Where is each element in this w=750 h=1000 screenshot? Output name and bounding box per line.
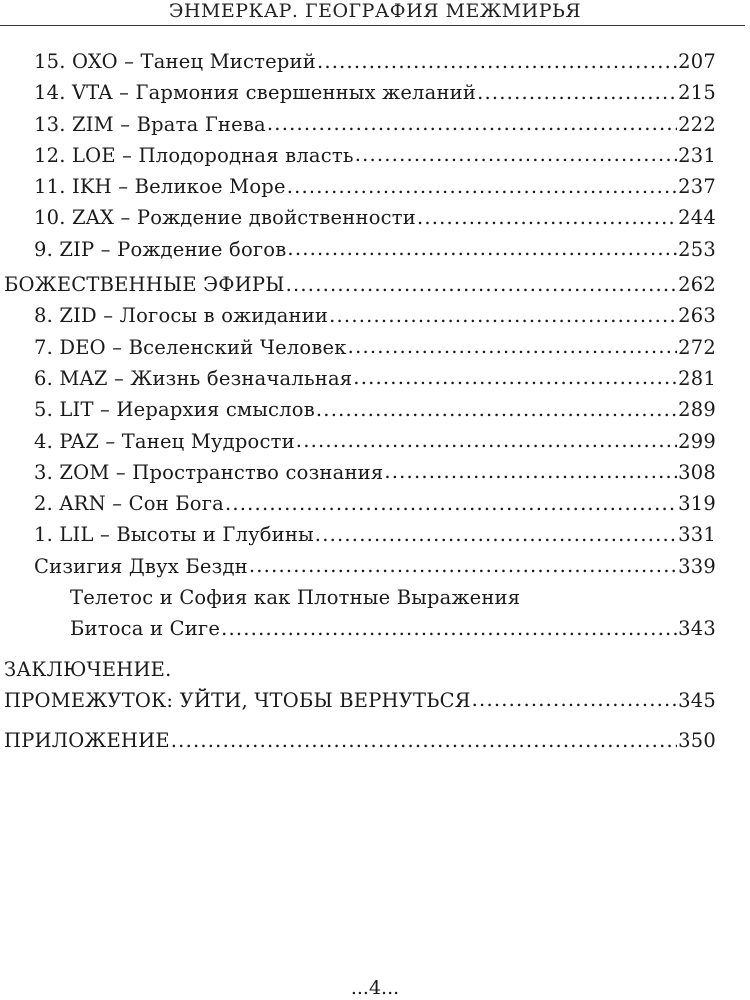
page-number: ...4... [350, 977, 400, 999]
dot-leader [317, 46, 677, 77]
toc-section-title: ПРИЛОЖЕНИЕ [4, 729, 170, 753]
toc-entry-title: 9. ZIP – Рождение богов [34, 237, 287, 261]
toc-entry[interactable] [0, 234, 716, 265]
dot-leader [348, 331, 678, 362]
toc-entry-page: 339 [678, 554, 716, 578]
toc-entry-title: 6. MAZ – Жизнь безначальная [34, 366, 353, 390]
dot-leader [316, 394, 677, 425]
toc-entry[interactable] [0, 109, 716, 140]
toc-entry-page: 231 [678, 143, 716, 167]
toc-entry-page: 289 [678, 398, 716, 422]
dot-leader [296, 425, 677, 456]
toc-entry[interactable] [0, 394, 716, 425]
dot-leader [417, 202, 677, 233]
dot-leader [249, 550, 677, 581]
toc-section-conclusion[interactable] [0, 654, 716, 717]
toc-entry[interactable] [0, 519, 716, 550]
toc-entry-teletos[interactable] [0, 582, 716, 645]
toc-entry-page: 253 [678, 237, 716, 261]
toc-entry[interactable] [0, 140, 716, 171]
dot-leader [384, 456, 677, 487]
dot-leader [287, 233, 677, 264]
toc-section-page: 345 [678, 688, 716, 712]
toc-entry-title: 11. IKH – Великое Море [34, 175, 286, 199]
toc-entry-page: 319 [678, 492, 716, 516]
toc-section-appendix[interactable] [0, 725, 716, 756]
toc-entry[interactable] [0, 488, 716, 519]
toc-entry-page: 299 [678, 429, 716, 453]
running-head: ЭНМЕРКАР. ГЕОГРАФИЯ МЕЖМИРЬЯ [168, 0, 582, 22]
toc-entry[interactable] [0, 363, 716, 394]
toc-entry-title: 4. PAZ – Танец Мудрости [34, 429, 295, 453]
toc-entry-page: 263 [678, 304, 716, 328]
toc-entry[interactable] [0, 457, 716, 488]
dot-leader [225, 488, 677, 519]
toc-entry-page: 343 [678, 617, 716, 641]
toc-entry[interactable] [0, 300, 716, 331]
toc-entry-title: 10. ZAX – Рождение двойственности [34, 206, 416, 230]
toc-entry[interactable] [0, 332, 716, 363]
dot-leader [472, 684, 678, 715]
toc-section-page: 262 [678, 273, 716, 297]
dot-leader [287, 171, 677, 202]
toc-section-divine-ethers[interactable] [0, 269, 716, 300]
toc-entry-title: 2. ARN – Сон Бога [34, 492, 224, 516]
toc-entry-title-line1: Телетос и София как Плотные Выражения [70, 586, 521, 610]
table-of-contents [0, 46, 716, 757]
dot-leader [353, 362, 677, 393]
toc-entry[interactable] [0, 171, 716, 202]
toc-entry-title: 8. ZID – Логосы в ожидании [34, 304, 329, 328]
toc-entry-title: Сизигия Двух Бездн [34, 554, 248, 578]
toc-section-title-line2: ПРОМЕЖУТОК: УЙТИ, ЧТОБЫ ВЕРНУТЬСЯ [4, 688, 471, 712]
toc-entry[interactable] [0, 426, 716, 457]
toc-entry-page: 237 [678, 175, 716, 199]
dot-leader [221, 613, 677, 644]
toc-entry[interactable] [0, 77, 716, 108]
toc-entry-title: 3. ZOM – Пространство сознания [34, 460, 384, 484]
toc-entry-title: 14. VTA – Гармония свершенных желаний [34, 81, 477, 105]
toc-entry-title: 13. ZIM – Врата Гнева [34, 112, 266, 136]
dot-leader [477, 77, 677, 108]
header-rule [0, 25, 745, 26]
dot-leader [329, 300, 677, 331]
toc-entry-page: 222 [678, 112, 716, 136]
toc-entry-page: 331 [678, 523, 716, 547]
toc-entry[interactable] [0, 202, 716, 233]
toc-entry-page: 207 [678, 50, 716, 73]
toc-entry-page: 308 [678, 460, 716, 484]
toc-entry-title: 15. OXO – Танец Мистерий [34, 50, 316, 73]
toc-entry-page: 244 [678, 206, 716, 230]
toc-entry-title: 1. LIL – Высоты и Глубины [34, 523, 314, 547]
dot-leader [286, 269, 678, 300]
toc-section-title: БОЖЕСТВЕННЫЕ ЭФИРЫ [4, 273, 285, 297]
dot-leader [171, 725, 677, 756]
dot-leader [355, 139, 677, 170]
toc-entry-title-line2: Битоса и Сиге [70, 617, 221, 641]
dot-leader [267, 108, 677, 139]
toc-section-page: 350 [678, 729, 716, 753]
toc-entry[interactable] [0, 46, 716, 77]
toc-entry-page: 281 [678, 366, 716, 390]
toc-entry-page: 272 [678, 335, 716, 359]
toc-entry-title: 7. DEO – Вселенский Человек [34, 335, 347, 359]
toc-entry-syzygy[interactable] [0, 551, 716, 582]
dot-leader [315, 519, 677, 550]
toc-entry-title: 5. LIT – Иерархия смыслов [34, 398, 315, 422]
toc-entry-title: 12. LOE – Плодородная власть [34, 143, 354, 167]
toc-section-title-line1: ЗАКЛЮЧЕНИЕ. [4, 657, 172, 681]
toc-entry-page: 215 [678, 81, 716, 105]
